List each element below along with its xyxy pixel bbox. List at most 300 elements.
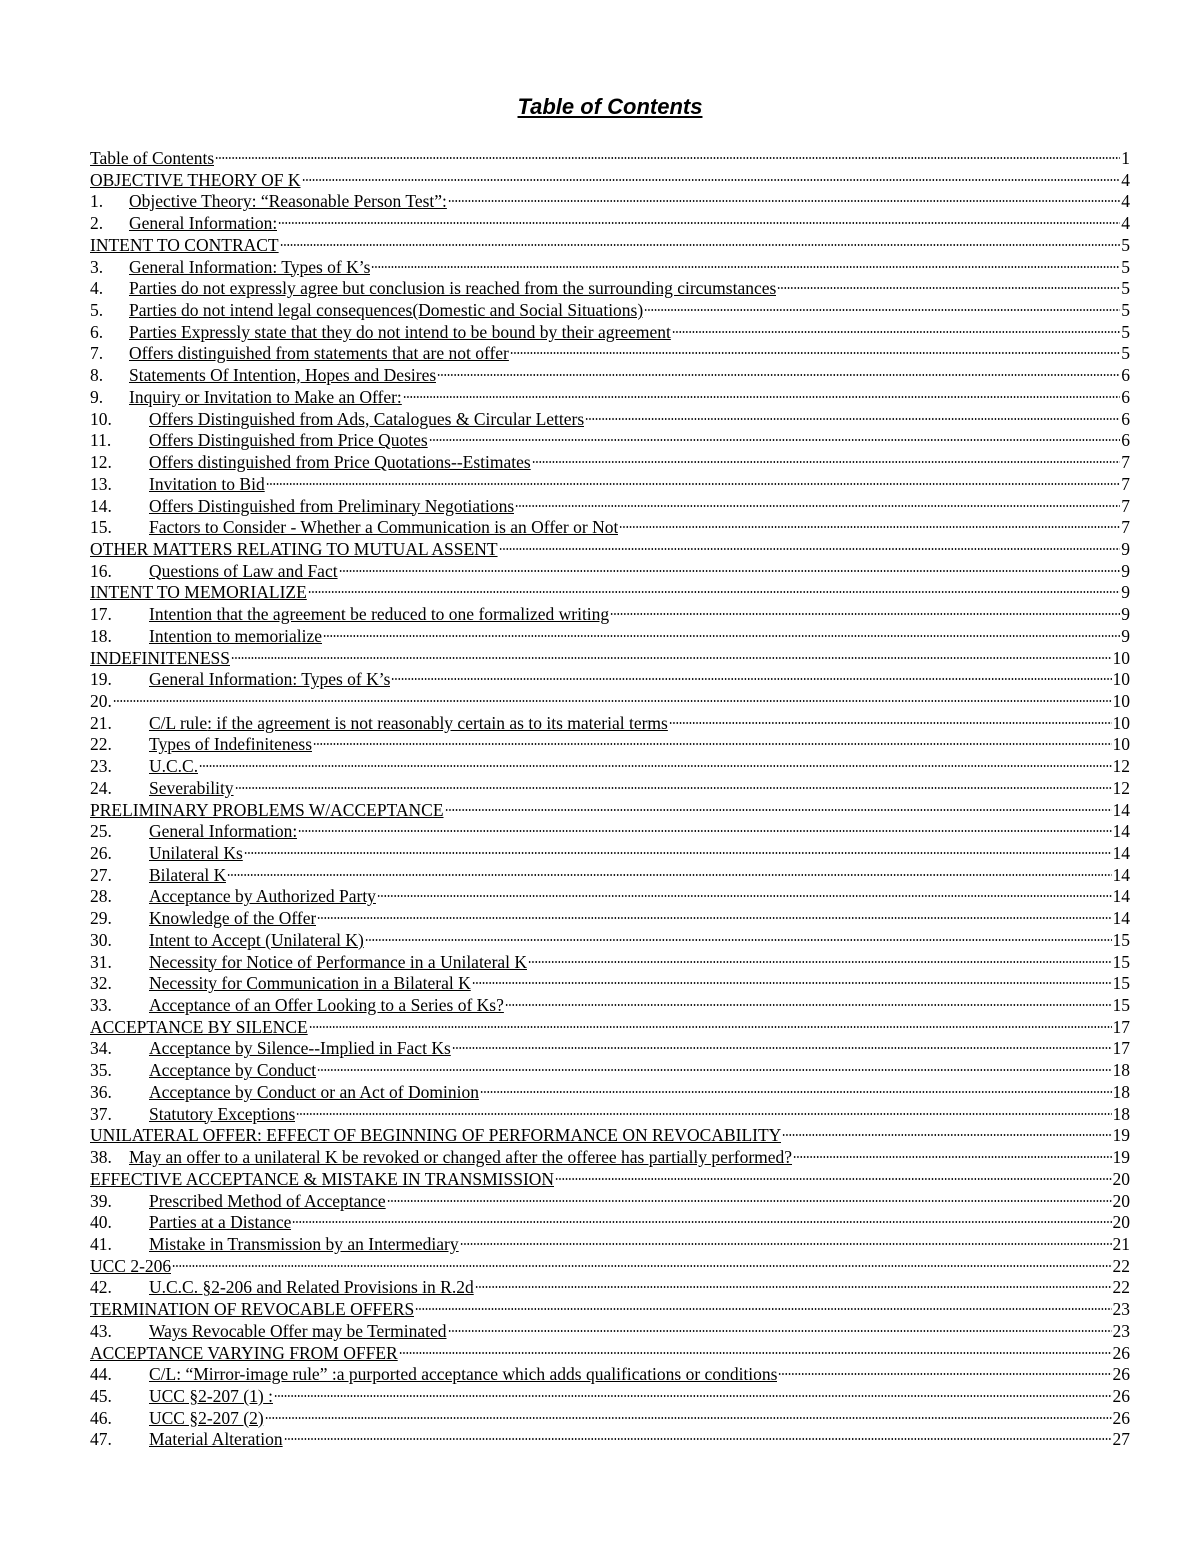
toc-entry-title[interactable] (149, 669, 390, 691)
toc-entry-title-text: EFFECTIVE ACCEPTANCE & MISTAKE IN TRANSMISSION (90, 1168, 555, 1189)
dot-leader (445, 808, 1112, 812)
dot-leader (672, 330, 1120, 334)
toc-entry-title[interactable] (149, 756, 198, 778)
toc-entry-page-number: 19 (1112, 1125, 1130, 1146)
toc-entry-page-number: 9 (1121, 625, 1130, 646)
toc-entry-title[interactable] (149, 734, 312, 756)
toc-entry-number: 45. (90, 1385, 112, 1406)
dot-leader (284, 1437, 1112, 1441)
dot-leader (371, 265, 1120, 269)
dot-leader (777, 286, 1120, 290)
toc-entry-page-number: 22 (1112, 1255, 1130, 1276)
toc-entry-page-number: 17 (1112, 1016, 1130, 1037)
toc-entry-number: 40. (90, 1212, 112, 1233)
dot-leader (555, 1177, 1111, 1181)
toc-entry-page-number: 26 (1112, 1342, 1130, 1363)
toc-entry[interactable] (90, 952, 1130, 974)
toc-entry[interactable] (90, 387, 1130, 409)
toc-entry[interactable] (90, 235, 1130, 257)
toc-entry-page-number: 26 (1112, 1364, 1130, 1385)
toc-entry[interactable] (90, 734, 1130, 756)
document-page (90, 0, 1130, 1553)
toc-entry-title[interactable] (129, 257, 370, 279)
toc-entry-title[interactable] (149, 821, 297, 843)
dot-leader (403, 395, 1120, 399)
toc-entry-number: 29. (90, 908, 112, 929)
toc-entry-title-text: Intention that the agreement be reduced to one formalized writing (149, 604, 610, 625)
page-title: Table of Contents (517, 94, 703, 119)
dot-leader (505, 1003, 1112, 1007)
toc-entry-page-number: 5 (1121, 321, 1130, 342)
toc-entry[interactable] (90, 1104, 1130, 1126)
toc-entry-title[interactable] (149, 1364, 777, 1386)
toc-entry-page-number: 7 (1121, 473, 1130, 494)
toc-entry-number: 18. (90, 625, 112, 646)
dot-leader (296, 1112, 1111, 1116)
toc-entry-title-text: Parties do not expressly agree but conclusion is reached from the surrounding circumstances (129, 278, 777, 299)
dot-leader (113, 699, 1112, 703)
dot-leader (365, 938, 1112, 942)
toc-entry[interactable] (90, 648, 1130, 670)
dot-leader (227, 873, 1111, 877)
toc-entry-title-text: May an offer to a unilateral K be revoked or changed after the offeree has partially performed? (129, 1147, 793, 1168)
toc-entry-number: 37. (90, 1103, 112, 1124)
toc-entry-page-number: 15 (1112, 973, 1130, 994)
dot-leader (317, 916, 1111, 920)
toc-entry-page-number: 6 (1121, 408, 1130, 429)
toc-entry-page-number: 10 (1112, 712, 1130, 733)
toc-entry-title[interactable] (149, 1191, 386, 1213)
dot-leader (778, 1372, 1111, 1376)
toc-entry-page-number: 14 (1112, 908, 1130, 929)
toc-entry[interactable] (90, 1017, 1130, 1039)
toc-entry-title-text: Bilateral K (149, 864, 227, 885)
toc-entry-number: 23. (90, 756, 112, 777)
toc-entry[interactable] (90, 452, 1130, 474)
toc-entry[interactable] (90, 170, 1130, 192)
toc-entry-title-text: General Information: (129, 213, 278, 234)
dot-leader (644, 308, 1120, 312)
toc-entry-page-number: 9 (1121, 604, 1130, 625)
toc-entry-number: 35. (90, 1060, 112, 1081)
toc-entry-title-suffix: : (263, 1385, 273, 1406)
dot-leader (323, 634, 1120, 638)
toc-entry-title[interactable] (149, 995, 504, 1017)
toc-entry-page-number: 17 (1112, 1038, 1130, 1059)
toc-entry-title[interactable] (90, 1125, 781, 1147)
toc-entry-page-number: 15 (1112, 929, 1130, 950)
toc-entry[interactable] (90, 1125, 1130, 1147)
toc-entry-title-text: UCC §2-207 (2) (149, 1407, 264, 1428)
toc-entry-number: 21. (90, 712, 112, 733)
toc-entry-title[interactable] (90, 648, 230, 670)
toc-entry[interactable] (90, 561, 1130, 583)
toc-entry-page-number: 21 (1112, 1233, 1130, 1254)
toc-entry-page-number: 5 (1121, 256, 1130, 277)
toc-entry-title-text: ACCEPTANCE BY SILENCE (90, 1016, 308, 1037)
toc-entry-page-number: 14 (1112, 843, 1130, 863)
toc-entry-title-text: General Information: (149, 821, 298, 842)
toc-entry[interactable] (90, 474, 1130, 496)
toc-entry-title[interactable] (90, 170, 301, 192)
toc-entry-page-number: 6 (1121, 386, 1130, 407)
dot-leader (499, 547, 1121, 551)
toc-entry[interactable] (90, 343, 1130, 365)
toc-entry-title-text: Objective Theory: “Reasonable Person Test”: (129, 191, 447, 212)
toc-entry-title-text: Material Alteration (149, 1429, 283, 1450)
toc-entry-title[interactable] (129, 365, 436, 387)
toc-entry-title-text: Acceptance by Silence--Implied in Fact Ks (149, 1038, 451, 1059)
toc-entry-title[interactable] (149, 604, 609, 626)
toc-entry-title-text: Acceptance of an Offer Looking to a Series of Ks? (149, 995, 504, 1016)
dot-leader (266, 482, 1121, 486)
toc-entry[interactable] (90, 930, 1130, 952)
toc-entry-title[interactable] (149, 1038, 451, 1060)
toc-entry-title-text: UCC 2-206 (90, 1255, 172, 1276)
toc-entry[interactable] (90, 1169, 1130, 1191)
toc-entry-number: 14. (90, 495, 112, 516)
dot-leader (292, 1220, 1111, 1224)
toc-entry-title-text: Intention to memorialize (149, 625, 323, 646)
dot-leader (793, 1155, 1111, 1159)
toc-entry-number: 44. (90, 1364, 112, 1385)
toc-entry[interactable] (90, 756, 1130, 778)
toc-entry[interactable] (90, 626, 1130, 648)
dot-leader (309, 1025, 1112, 1029)
toc-entry-title[interactable] (149, 865, 226, 887)
toc-entry[interactable] (90, 691, 1130, 713)
toc-entry[interactable] (90, 908, 1130, 930)
toc-entry-page-number: 4 (1121, 213, 1130, 234)
toc-entry[interactable] (90, 1212, 1130, 1234)
toc-entry-number: 33. (90, 995, 112, 1016)
toc-entry-title[interactable] (149, 1277, 474, 1299)
toc-entry[interactable] (90, 213, 1130, 235)
toc-entry-title[interactable] (90, 1299, 414, 1321)
toc-entry-page-number: 14 (1112, 821, 1130, 842)
toc-entry-title[interactable] (129, 1147, 792, 1169)
toc-entry-page-number: 10 (1112, 690, 1130, 711)
dot-leader (298, 829, 1111, 833)
toc-entry-title[interactable] (129, 191, 447, 213)
toc-entry-number: 10. (90, 408, 112, 429)
dot-leader (515, 504, 1120, 508)
toc-entry[interactable] (90, 1060, 1130, 1082)
toc-entry-number: 7. (90, 343, 104, 364)
toc-entry-title[interactable] (149, 908, 316, 930)
toc-entry-title[interactable] (149, 1321, 447, 1343)
toc-entry-title-text: Prescribed Method of Acceptance (149, 1190, 386, 1211)
toc-entry-title[interactable] (129, 213, 277, 235)
toc-entry[interactable] (90, 582, 1130, 604)
dot-leader (460, 1242, 1112, 1246)
toc-entry-number: 8. (90, 365, 104, 386)
toc-entry[interactable] (90, 1343, 1130, 1365)
toc-entry[interactable] (90, 257, 1130, 279)
toc-entry[interactable] (90, 843, 1130, 865)
dot-leader (452, 1046, 1112, 1050)
toc-entry[interactable] (90, 1364, 1130, 1386)
toc-entry[interactable] (90, 1038, 1130, 1060)
toc-entry-title[interactable] (90, 539, 498, 561)
toc-entry[interactable] (90, 800, 1130, 822)
dot-leader (415, 1307, 1111, 1311)
toc-entry[interactable] (90, 778, 1130, 800)
dot-leader (472, 981, 1112, 985)
toc-entry-title[interactable] (149, 1104, 295, 1126)
toc-entry-title[interactable] (149, 1060, 316, 1082)
toc-entry-title-text: Offers Distinguished from Price Quotes (149, 430, 428, 451)
dot-leader (308, 590, 1120, 594)
toc-entry[interactable] (90, 409, 1130, 431)
dot-leader (448, 1329, 1112, 1333)
toc-entry[interactable] (90, 886, 1130, 908)
toc-entry-page-number: 18 (1112, 1060, 1130, 1081)
toc-entry-title-suffix: : Types of K’s (292, 669, 391, 690)
toc-entry-title[interactable] (149, 1386, 273, 1408)
toc-entry-page-number: 20 (1112, 1168, 1130, 1189)
toc-entry[interactable] (90, 1321, 1130, 1343)
toc-entry-title-text: General Information (149, 669, 293, 690)
toc-entry-title[interactable] (149, 474, 265, 496)
toc-entry-page-number: 4 (1121, 169, 1130, 190)
toc-entry[interactable] (90, 148, 1130, 170)
toc-entry[interactable] (90, 496, 1130, 518)
toc-entry-page-number: 19 (1112, 1147, 1130, 1168)
toc-entry-title[interactable] (149, 452, 531, 474)
toc-entry-title-text: Offers Distinguished from Preliminary Negotiations (149, 495, 515, 516)
dot-leader (278, 221, 1120, 225)
toc-entry[interactable] (90, 1147, 1130, 1169)
toc-entry-title[interactable] (149, 496, 514, 518)
toc-entry-title-text: U.C.C. (149, 756, 199, 777)
toc-entry-page-number: 22 (1112, 1277, 1130, 1298)
toc-entry-number: 38. (90, 1147, 112, 1168)
toc-entry-title-text: Offers distinguished from statements that are not offer (129, 343, 509, 364)
dot-leader (313, 742, 1111, 746)
toc-entry-title-text: Questions of Law and Fact (149, 560, 338, 581)
toc-entry[interactable] (90, 517, 1130, 539)
toc-entry[interactable] (90, 1408, 1130, 1430)
toc-entry[interactable] (90, 1191, 1130, 1213)
toc-entry-title[interactable] (90, 1169, 554, 1191)
toc-entry-number: 34. (90, 1038, 112, 1059)
toc-entry-number: 47. (90, 1429, 112, 1450)
toc-entry-title[interactable] (129, 278, 776, 300)
toc-entry[interactable] (90, 322, 1130, 344)
toc-entry-title[interactable] (149, 952, 527, 974)
toc-entry-page-number: 5 (1121, 278, 1130, 299)
toc-entry-page-number: 23 (1112, 1299, 1130, 1320)
toc-entry-number: 24. (90, 777, 112, 798)
toc-entry-page-number: 12 (1112, 756, 1130, 777)
toc-entry-title[interactable] (90, 1343, 398, 1365)
toc-entry-title[interactable] (149, 1212, 291, 1234)
toc-entry-number: 41. (90, 1233, 112, 1254)
dot-leader (619, 525, 1120, 529)
toc-entry-title[interactable] (149, 517, 618, 539)
toc-entry-title[interactable] (149, 886, 376, 908)
toc-entry-title[interactable] (149, 561, 338, 583)
toc-entry[interactable] (90, 191, 1130, 213)
toc-entry-number: 36. (90, 1081, 112, 1102)
toc-entry[interactable] (90, 430, 1130, 452)
toc-entry-title-text: Necessity for Notice of Performance in a Unilateral K (149, 951, 528, 972)
toc-entry-title-text: INTENT TO MEMORIALIZE (90, 582, 307, 603)
toc-entry-title-suffix: :a purported acceptance which adds qualifications or conditions (327, 1364, 778, 1385)
toc-entry-title[interactable] (129, 300, 643, 322)
toc-entry-number: 13. (90, 473, 112, 494)
toc-entry-title[interactable] (90, 800, 444, 822)
dot-leader (387, 1199, 1112, 1203)
toc-entry[interactable] (90, 278, 1130, 300)
dot-leader (528, 960, 1111, 964)
dot-leader (265, 1416, 1112, 1420)
toc-entry-title-text: Necessity for Communication in a Bilateral K (149, 973, 471, 994)
toc-entry[interactable] (90, 973, 1130, 995)
toc-entry[interactable] (90, 1082, 1130, 1104)
toc-entry[interactable] (90, 713, 1130, 735)
toc-entry-title-text: PRELIMINARY PROBLEMS W/ACCEPTANCE (90, 799, 444, 820)
toc-entry-number: 12. (90, 452, 112, 473)
toc-entry-title-text: C/L rule (149, 712, 208, 733)
toc-entry-number: 5. (90, 300, 104, 321)
toc-entry-title-text: Statements Of Intention, Hopes and Desires (129, 365, 437, 386)
toc-entry[interactable] (90, 1256, 1130, 1278)
toc-entry[interactable] (90, 821, 1130, 843)
dot-leader (610, 612, 1120, 616)
toc-entry[interactable] (90, 1429, 1130, 1451)
toc-entry-page-number: 5 (1121, 234, 1130, 255)
toc-entry-title-text: INDEFINITENESS (90, 647, 230, 668)
toc-entry-title-text: Factors to Consider - Whether a Communication is an Offer or Not (149, 517, 619, 538)
dot-leader (231, 656, 1112, 660)
toc-entry-page-number: 10 (1112, 734, 1130, 755)
toc-entry[interactable] (90, 1299, 1130, 1321)
toc-entry-title-text: Inquiry or Invitation to Make an Offer: (129, 386, 402, 407)
toc-entry-title[interactable] (149, 778, 234, 800)
toc-entry[interactable] (90, 604, 1130, 626)
toc-entry-title[interactable] (149, 843, 243, 865)
toc-entry[interactable] (90, 1234, 1130, 1256)
toc-entry-title[interactable] (149, 1408, 264, 1430)
toc-entry-page-number: 9 (1121, 560, 1130, 581)
toc-entry-number: 27. (90, 864, 112, 885)
toc-entry-number: 4. (90, 278, 104, 299)
toc-entry-page-number: 9 (1121, 538, 1130, 559)
toc-entry-title[interactable] (149, 973, 471, 995)
toc-entry-title[interactable] (129, 387, 402, 409)
toc-entry-page-number: 15 (1112, 951, 1130, 972)
toc-entry-title-text: OBJECTIVE THEORY OF K (90, 169, 301, 190)
toc-entry-number: 39. (90, 1190, 112, 1211)
toc-entry-title-text: Unilateral Ks (149, 843, 243, 863)
dot-leader (669, 721, 1112, 725)
toc-entry-title[interactable] (90, 148, 214, 170)
toc-entry-title[interactable] (149, 1234, 459, 1256)
toc-entry-number: 30. (90, 929, 112, 950)
toc-entry-title-text: Parties do not intend legal consequences(Domestic and Social Situations) (129, 300, 644, 321)
toc-entry-title-text: Statutory Exceptions (149, 1103, 296, 1124)
toc-entry-page-number: 12 (1112, 777, 1130, 798)
toc-entry-title-text: Invitation to Bid (149, 473, 265, 494)
toc-entry-title-text: Parties Expressly state that they do not intend to be bound by their agreement (129, 321, 671, 342)
toc-entry-title-text: Acceptance by Conduct or an Act of Dominion (149, 1081, 479, 1102)
toc-entry[interactable] (90, 995, 1130, 1017)
toc-entry-title[interactable] (149, 713, 668, 735)
toc-entry-title[interactable] (90, 582, 307, 604)
toc-entry[interactable] (90, 669, 1130, 691)
toc-entry-number: 28. (90, 886, 112, 907)
toc-entry-number: 9. (90, 386, 104, 407)
toc-entry-title-text: Intent to Accept (Unilateral K) (149, 929, 364, 950)
toc-entry[interactable] (90, 300, 1130, 322)
toc-entry-number: 22. (90, 734, 112, 755)
toc-entry-number: 42. (90, 1277, 112, 1298)
dot-leader (235, 786, 1112, 790)
dot-leader (782, 1133, 1111, 1137)
toc-entry-title[interactable] (149, 430, 428, 452)
toc-entry-title-text: ACCEPTANCE VARYING FROM OFFER (90, 1342, 398, 1363)
toc-entry-page-number: 14 (1112, 799, 1130, 820)
toc-entry-title[interactable] (149, 1429, 283, 1451)
toc-entry-title[interactable] (149, 930, 364, 952)
toc-entry[interactable] (90, 865, 1130, 887)
toc-entry-title[interactable] (129, 343, 509, 365)
toc-entry-title[interactable] (90, 1017, 308, 1039)
toc-entry-title-text: Mistake in Transmission by an Intermediary (149, 1233, 459, 1254)
dot-leader (215, 156, 1120, 160)
toc-entry-title-text: U.C.C. §2-206 and Related Provisions in R.2d (149, 1277, 474, 1298)
toc-entry-page-number: 10 (1112, 669, 1130, 690)
toc-entry-title[interactable] (90, 1256, 171, 1278)
toc-entry-page-number: 6 (1121, 430, 1130, 451)
toc-entry-number: 16. (90, 560, 112, 581)
toc-entry-number: 43. (90, 1320, 112, 1341)
dot-leader (377, 894, 1112, 898)
toc-entry[interactable] (90, 539, 1130, 561)
toc-entry-title-text: Knowledge of the Offer (149, 908, 317, 929)
toc-entry-page-number: 5 (1121, 300, 1130, 321)
table-of-contents (90, 148, 1130, 1451)
toc-entry-title[interactable] (149, 1082, 479, 1104)
dot-leader (244, 851, 1112, 855)
toc-entry-page-number: 14 (1112, 864, 1130, 885)
toc-entry-title[interactable] (90, 235, 279, 257)
dot-leader (510, 351, 1120, 355)
dot-leader (437, 373, 1120, 377)
toc-entry[interactable] (90, 365, 1130, 387)
toc-entry-page-number: 20 (1112, 1190, 1130, 1211)
toc-entry-title-text: C/L: “Mirror-image rule” (149, 1364, 328, 1385)
toc-entry-title[interactable] (129, 322, 671, 344)
toc-entry-number: 6. (90, 321, 104, 342)
toc-entry-title[interactable] (149, 626, 322, 648)
dot-leader (475, 1285, 1112, 1289)
toc-entry[interactable] (90, 1386, 1130, 1408)
toc-entry-number: 19. (90, 669, 112, 690)
dot-leader (339, 569, 1121, 573)
toc-entry-page-number: 7 (1121, 495, 1130, 516)
dot-leader (274, 1394, 1112, 1398)
toc-entry-title-text: General Information: Types of K’s (129, 256, 371, 277)
toc-entry-title[interactable] (149, 409, 584, 431)
toc-entry-number: 1. (90, 191, 104, 212)
toc-entry-title-text: UNILATERAL OFFER: EFFECT OF BEGINNING OF PERFORMANCE ON REVOCABILITY (90, 1125, 782, 1146)
toc-entry-page-number: 9 (1121, 582, 1130, 603)
toc-entry[interactable] (90, 1277, 1130, 1299)
toc-entry-page-number: 15 (1112, 995, 1130, 1016)
